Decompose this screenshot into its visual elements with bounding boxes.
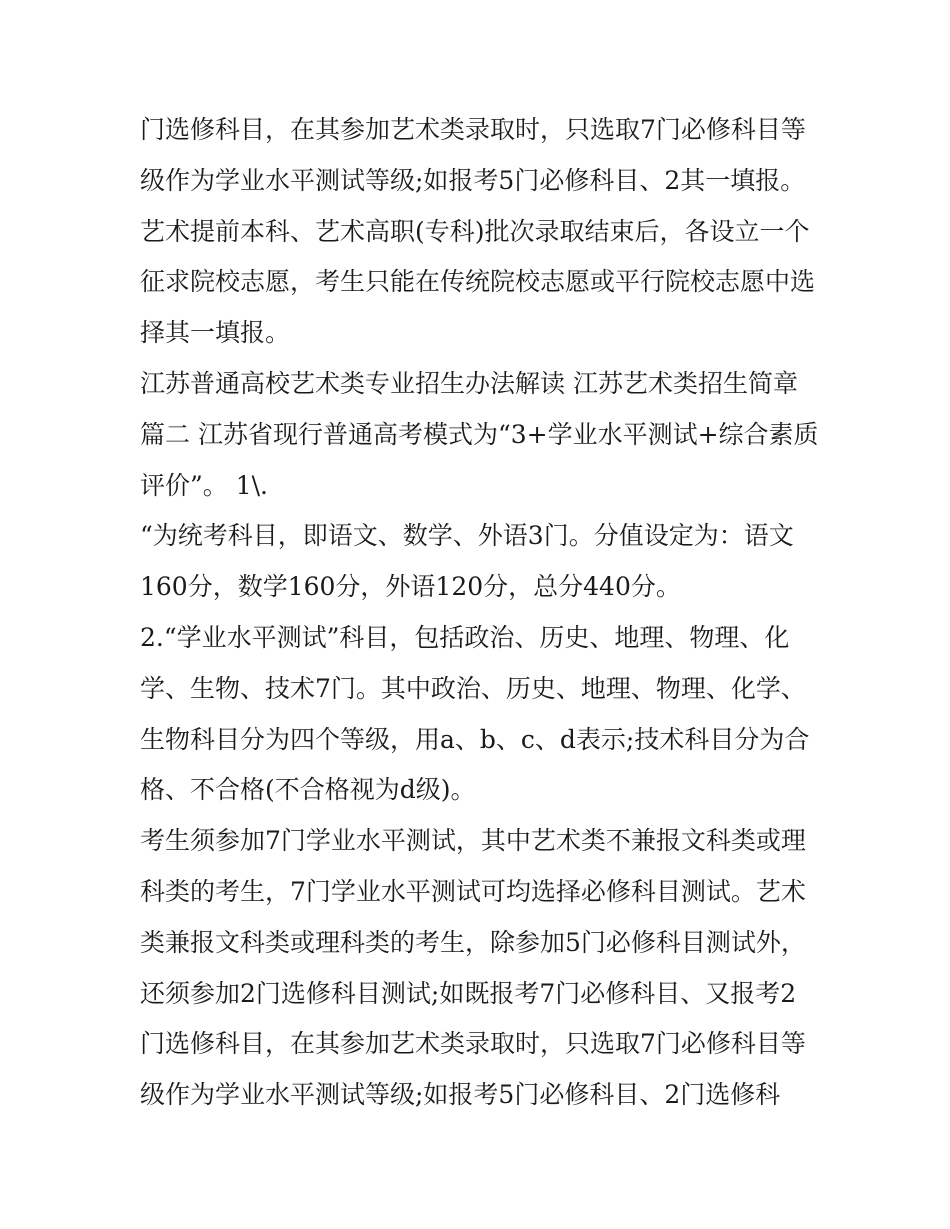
text-line: 级作为学业水平测试等级;如报考5门必修科目、2门选修科 (140, 1080, 781, 1110)
text-line: 择其一填报。 (140, 318, 291, 348)
text-line: 格、不合格(不合格视为d级)。 (140, 775, 476, 805)
text-line: 评价”。 1\. (140, 470, 269, 500)
text-line: 类兼报文科类或理科类的考生，除参加5门必修科目测试外， (140, 927, 806, 957)
text-line: 征求院校志愿，考生只能在传统院校志愿或平行院校志愿中选 (140, 267, 816, 297)
text-line: 级作为学业水平测试等级;如报考5门必修科目、2其一填报。 (140, 165, 806, 195)
text-line: “为统考科目，即语文、数学、外语3门。分值设定为：语文 (140, 521, 794, 551)
text-line: 篇二 江苏省现行普通高考模式为“3+学业水平测试+综合素质 (140, 419, 819, 449)
text-line: 门选修科目，在其参加艺术类录取时，只选取7门必修科目等 (140, 1029, 806, 1059)
text-line: 160分，数学160分，外语120分，总分440分。 (140, 572, 681, 602)
text-line: 考生须参加7门学业水平测试，其中艺术类不兼报文科类或理 (140, 826, 806, 856)
text-line: 艺术提前本科、艺术高职(专科)批次录取结束后，各设立一个 (140, 216, 810, 246)
document-body (140, 105, 820, 1121)
text-line: 门选修科目，在其参加艺术类录取时，只选取7门必修科目等 (140, 115, 806, 144)
text-line: 2.“学业水平测试”科目，包括政治、历史、地理、物理、化 (140, 622, 790, 652)
text-line: 江苏普通高校艺术类专业招生办法解读 江苏艺术类招生简章 (140, 368, 798, 398)
text-line: 还须参加2门选修科目测试;如既报考7门必修科目、又报考2 (140, 978, 797, 1008)
text-line: 学、生物、技术7门。其中政治、历史、地理、物理、化学、 (140, 673, 806, 703)
text-line: 生物科目分为四个等级，用a、b、c、d表示;技术科目分为合 (140, 724, 810, 754)
text-line: 科类的考生，7门学业水平测试可均选择必修科目测试。艺术 (140, 876, 806, 906)
